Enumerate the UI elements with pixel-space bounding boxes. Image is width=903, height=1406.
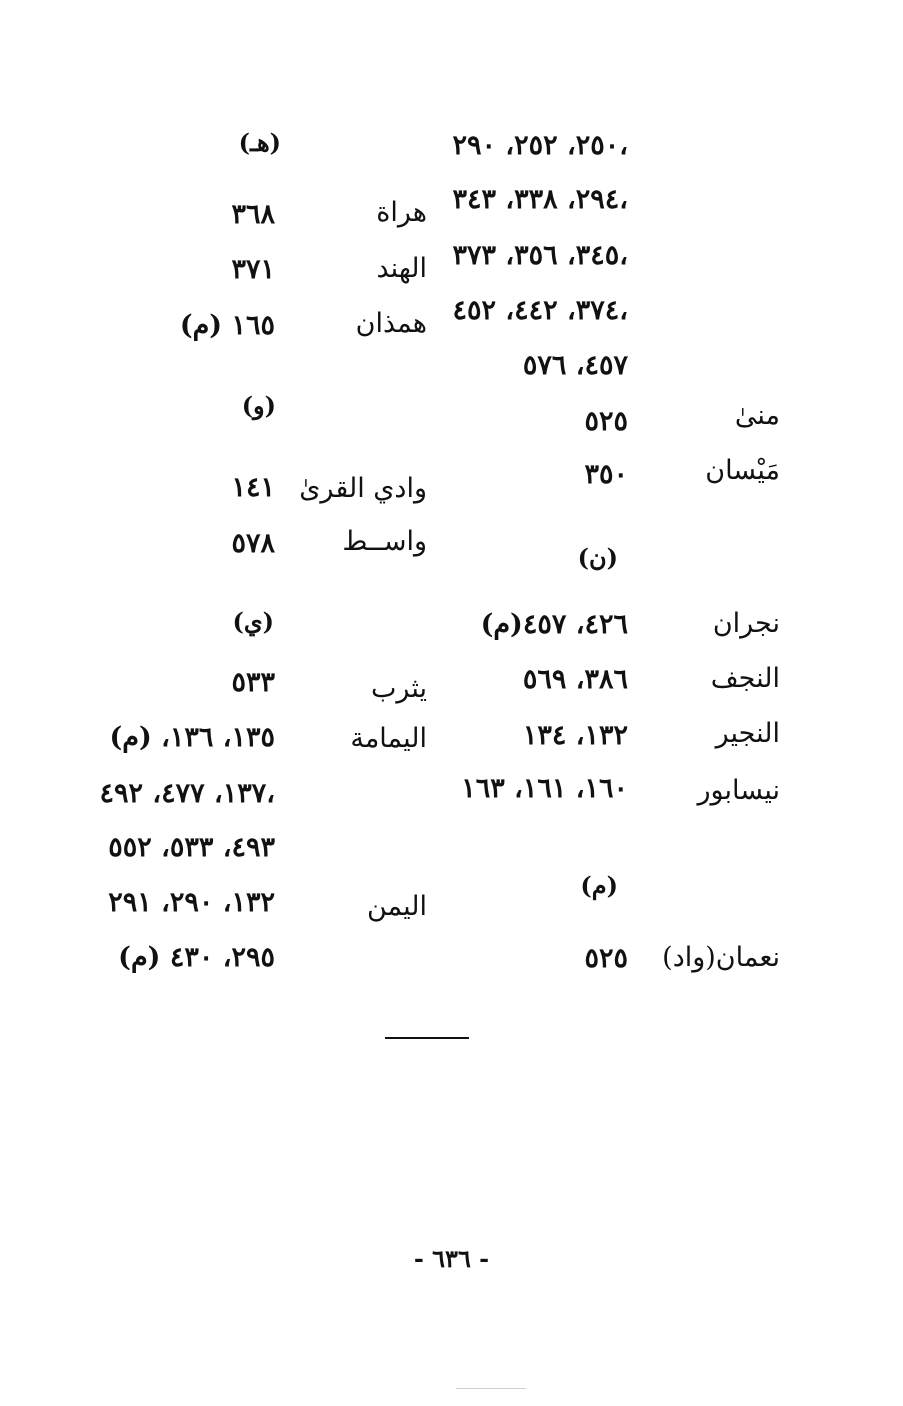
entry-pages: ٤٥٧، ٥٧٦: [522, 350, 628, 381]
place-name: هراة: [376, 197, 427, 228]
place-name: وادي القرىٰ: [299, 473, 427, 504]
entry-pages: ٣٨٦، ٥٦٩: [522, 664, 628, 695]
entry-pages: ٣٤٥، ٣٥٦، ٣٧٣،: [452, 240, 628, 271]
place-name: نعمان(واد): [662, 942, 780, 973]
entry-pages: ٣٥٠: [584, 459, 628, 490]
place-name: الهند: [376, 253, 427, 284]
place-name: يثرب: [371, 673, 427, 704]
place-name: نجران: [712, 608, 780, 639]
entry-pages: ٤٢٦، ٤٥٧(م): [480, 609, 628, 640]
place-name: نيسابور: [697, 775, 780, 806]
entry-pages: ١٣٢، ٢٩٠، ٢٩١: [108, 887, 275, 918]
entry-pages: ٥٢٥: [584, 406, 628, 437]
entry-pages: ٤٩٣، ٥٣٣، ٥٥٢: [108, 832, 275, 863]
section-heading-ha: (هـ): [238, 128, 281, 157]
entry-pages: ١٣٧، ٤٧٧، ٤٩٢،: [99, 778, 275, 809]
section-heading-nun: (ن): [577, 543, 618, 572]
place-name: مَيْسان: [705, 455, 780, 486]
page-number: - ٦٣٦ -: [413, 1244, 490, 1273]
place-name: اليمن: [366, 891, 427, 922]
entry-pages: ٢٥٠، ٢٥٢، ٢٩٠،: [452, 130, 628, 161]
place-name: النجير: [715, 718, 780, 749]
entry-pages: ٣٧٤، ٤٤٢، ٤٥٢،: [452, 295, 628, 326]
entry-pages: ٣٦٨: [231, 199, 275, 230]
entry-pages: ١٦٥ (م): [179, 310, 275, 341]
section-heading-waw: (و): [241, 391, 276, 420]
entry-pages: ١٦٠، ١٦١، ١٦٣: [461, 773, 628, 804]
entry-pages: ١٣٥، ١٣٦، (م): [109, 722, 275, 753]
place-name: النجف: [710, 663, 780, 694]
scan-mark: [456, 1388, 526, 1389]
entry-pages: ٢٩٤، ٣٣٨، ٣٤٣،: [452, 184, 628, 215]
section-heading-mim: (م): [580, 871, 618, 900]
entry-pages: ٥٧٨: [231, 528, 275, 559]
entry-pages: ١٤١: [231, 472, 275, 503]
entry-pages: ١٣٢، ١٣٤: [522, 720, 628, 751]
section-end-rule: [385, 1037, 469, 1039]
place-name: واســط: [342, 526, 427, 557]
section-heading-ya: (ي): [232, 607, 274, 636]
entry-pages: ٢٩٥، ٤٣٠ (م): [118, 942, 275, 973]
place-name: منىٰ: [734, 400, 780, 431]
entry-pages: ٥٢٥: [584, 943, 628, 974]
entry-pages: ٥٣٣: [231, 667, 275, 698]
place-name: اليمامة: [350, 723, 427, 754]
place-name: همذان: [355, 308, 427, 339]
entry-pages: ٣٧١: [231, 254, 275, 285]
